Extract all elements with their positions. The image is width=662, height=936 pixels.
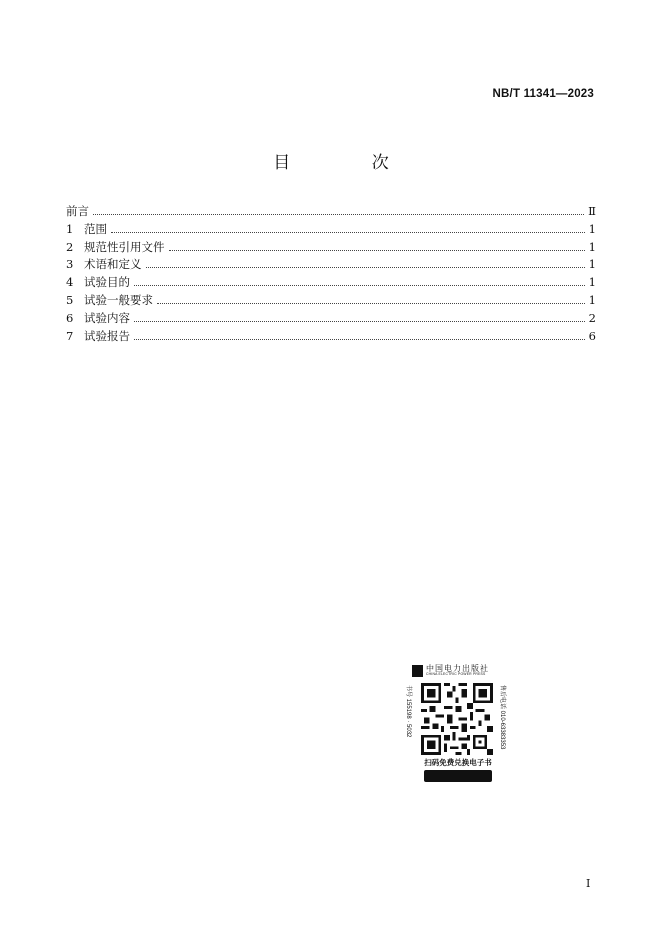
publisher-logo-icon — [412, 665, 423, 677]
qr-caption: 扫码免费兑换电子书 — [424, 758, 492, 767]
toc-entry-number: 6 — [66, 310, 74, 325]
toc-entry-label: 前言 — [66, 204, 89, 218]
publisher-name-cn: 中国电力出版社 — [426, 664, 489, 674]
toc-leader-dots — [93, 214, 584, 215]
toc-leader-dots — [111, 232, 585, 233]
table-of-contents — [66, 203, 596, 345]
standard-number: NB/T 11341—2023 — [492, 88, 594, 100]
toc-entry-number: 1 — [66, 221, 74, 236]
toc-entry-foreword[interactable] — [66, 203, 596, 221]
page-number: I — [586, 877, 591, 890]
toc-entry-label: 试验一般要求 — [84, 292, 153, 307]
qr-code-block — [404, 663, 512, 787]
toc-title: 目 次 — [273, 153, 427, 173]
book-number-text: 书号 155198 · 5032 — [405, 685, 411, 738]
qr-code-icon[interactable] — [420, 683, 494, 755]
publisher-logo — [412, 663, 508, 679]
toc-leader-dots — [157, 303, 585, 304]
toc-entry-page: 1 — [588, 221, 596, 236]
toc-entry-label: 规范性引用文件 — [84, 239, 165, 254]
toc-entry-number: 4 — [66, 275, 74, 290]
toc-entry-label: 试验目的 — [84, 275, 130, 290]
toc-entry-2[interactable] — [66, 239, 596, 257]
toc-entry-page: Ⅱ — [588, 204, 596, 218]
support-phone-text: 售后电话 010-63383353 — [499, 685, 505, 750]
toc-entry-page: 1 — [588, 275, 596, 290]
toc-entry-label: 试验内容 — [84, 310, 130, 325]
toc-entry-5[interactable] — [66, 292, 596, 310]
toc-leader-dots — [134, 285, 585, 286]
toc-entry-page: 1 — [588, 239, 596, 254]
toc-entry-number: 3 — [66, 257, 74, 272]
toc-entry-page: 6 — [588, 328, 596, 343]
toc-entry-number: 2 — [66, 239, 74, 254]
toc-entry-number: 5 — [66, 292, 74, 307]
toc-entry-1[interactable] — [66, 221, 596, 239]
toc-entry-page: 2 — [588, 310, 596, 325]
publisher-name-en: CHINA ELECTRIC POWER PRESS — [426, 672, 486, 677]
toc-entry-label: 术语和定义 — [84, 257, 142, 272]
toc-leader-dots — [134, 339, 585, 340]
toc-entry-4[interactable] — [66, 274, 596, 292]
toc-leader-dots — [134, 321, 585, 322]
redacted-code-bar — [424, 770, 492, 782]
toc-entry-number: 7 — [66, 328, 74, 343]
toc-entry-7[interactable] — [66, 328, 596, 346]
toc-entry-page: 1 — [588, 292, 596, 307]
toc-entry-label: 范围 — [84, 221, 107, 236]
toc-leader-dots — [146, 267, 585, 268]
toc-entry-label: 试验报告 — [84, 328, 130, 343]
toc-entry-page: 1 — [588, 257, 596, 272]
toc-entry-6[interactable] — [66, 310, 596, 328]
toc-entry-3[interactable] — [66, 256, 596, 274]
toc-leader-dots — [169, 250, 585, 251]
